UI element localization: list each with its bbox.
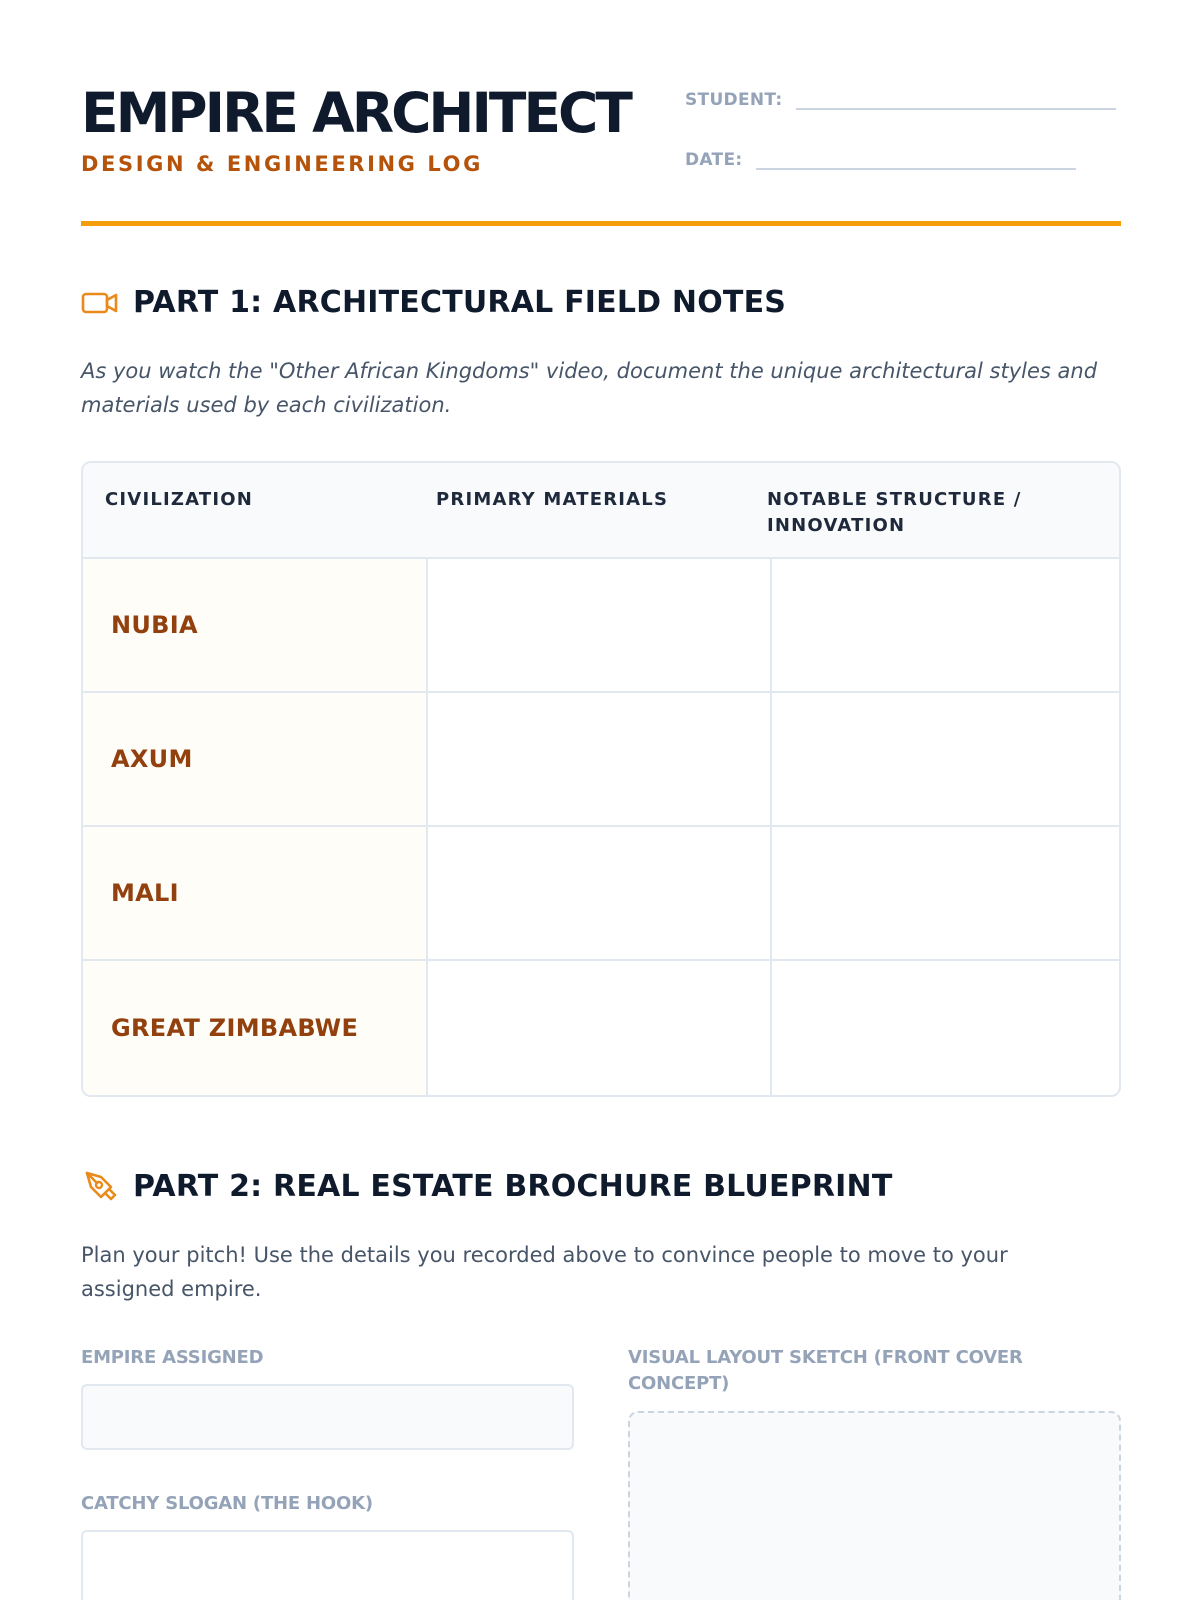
- date-label: DATE:: [685, 150, 743, 170]
- civilization-name: GREAT ZIMBABWE: [83, 961, 428, 1095]
- part2-heading-row: [81, 1169, 893, 1204]
- student-field: [685, 88, 1116, 110]
- pen-tool-icon: [81, 1172, 119, 1202]
- field-notes-table: [81, 461, 1121, 1097]
- table-row: [83, 559, 1119, 693]
- worksheet-header: [81, 80, 1121, 230]
- visual-sketch-area[interactable]: [628, 1411, 1121, 1600]
- student-input-line[interactable]: [796, 88, 1116, 110]
- empire-assigned-field[interactable]: [81, 1384, 574, 1450]
- materials-cell[interactable]: [428, 827, 772, 959]
- video-camera-icon: [81, 288, 119, 318]
- table-row: [83, 693, 1119, 827]
- part1-heading: PART 1: ARCHITECTURAL FIELD NOTES: [133, 285, 787, 320]
- empire-assigned-label: EMPIRE ASSIGNED: [81, 1347, 264, 1368]
- table-row: [83, 827, 1119, 961]
- part1-instructions: As you watch the "Other African Kingdoms" video, document the unique architectural styles and materials used by each civilization.: [81, 359, 1098, 417]
- header-divider: [81, 221, 1121, 226]
- structure-cell[interactable]: [772, 693, 1119, 825]
- civilization-name: AXUM: [83, 693, 428, 825]
- civilization-name: NUBIA: [83, 559, 428, 691]
- civilization-name: MALI: [83, 827, 428, 959]
- visual-sketch-label: VISUAL LAYOUT SKETCH (FRONT COVER CONCEPT): [628, 1347, 1023, 1394]
- materials-cell[interactable]: [428, 961, 772, 1095]
- page-subtitle: DESIGN & ENGINEERING LOG: [81, 152, 483, 176]
- slogan-field[interactable]: [81, 1530, 574, 1600]
- part2-instructions: Plan your pitch! Use the details you recorded above to convince people to move to your assigned empire.: [81, 1243, 1008, 1301]
- column-header-materials: PRIMARY MATERIALS: [436, 489, 669, 510]
- column-header-structure: NOTABLE STRUCTURE / INNOVATION: [767, 489, 1022, 536]
- table-body: [83, 559, 1119, 1095]
- column-header-civilization: CIVILIZATION: [105, 489, 254, 510]
- materials-cell[interactable]: [428, 559, 772, 691]
- student-label: STUDENT:: [685, 90, 783, 110]
- structure-cell[interactable]: [772, 559, 1119, 691]
- page-title: EMPIRE ARCHITECT: [81, 81, 630, 145]
- structure-cell[interactable]: [772, 961, 1119, 1095]
- date-input-line[interactable]: [756, 148, 1076, 170]
- table-header: [83, 463, 1119, 559]
- slogan-label: CATCHY SLOGAN (THE HOOK): [81, 1493, 373, 1514]
- table-row: [83, 961, 1119, 1095]
- materials-cell[interactable]: [428, 693, 772, 825]
- part1-heading-row: [81, 285, 786, 320]
- structure-cell[interactable]: [772, 827, 1119, 959]
- part2-heading: PART 2: REAL ESTATE BROCHURE BLUEPRINT: [133, 1169, 893, 1204]
- date-field: [685, 148, 1076, 170]
